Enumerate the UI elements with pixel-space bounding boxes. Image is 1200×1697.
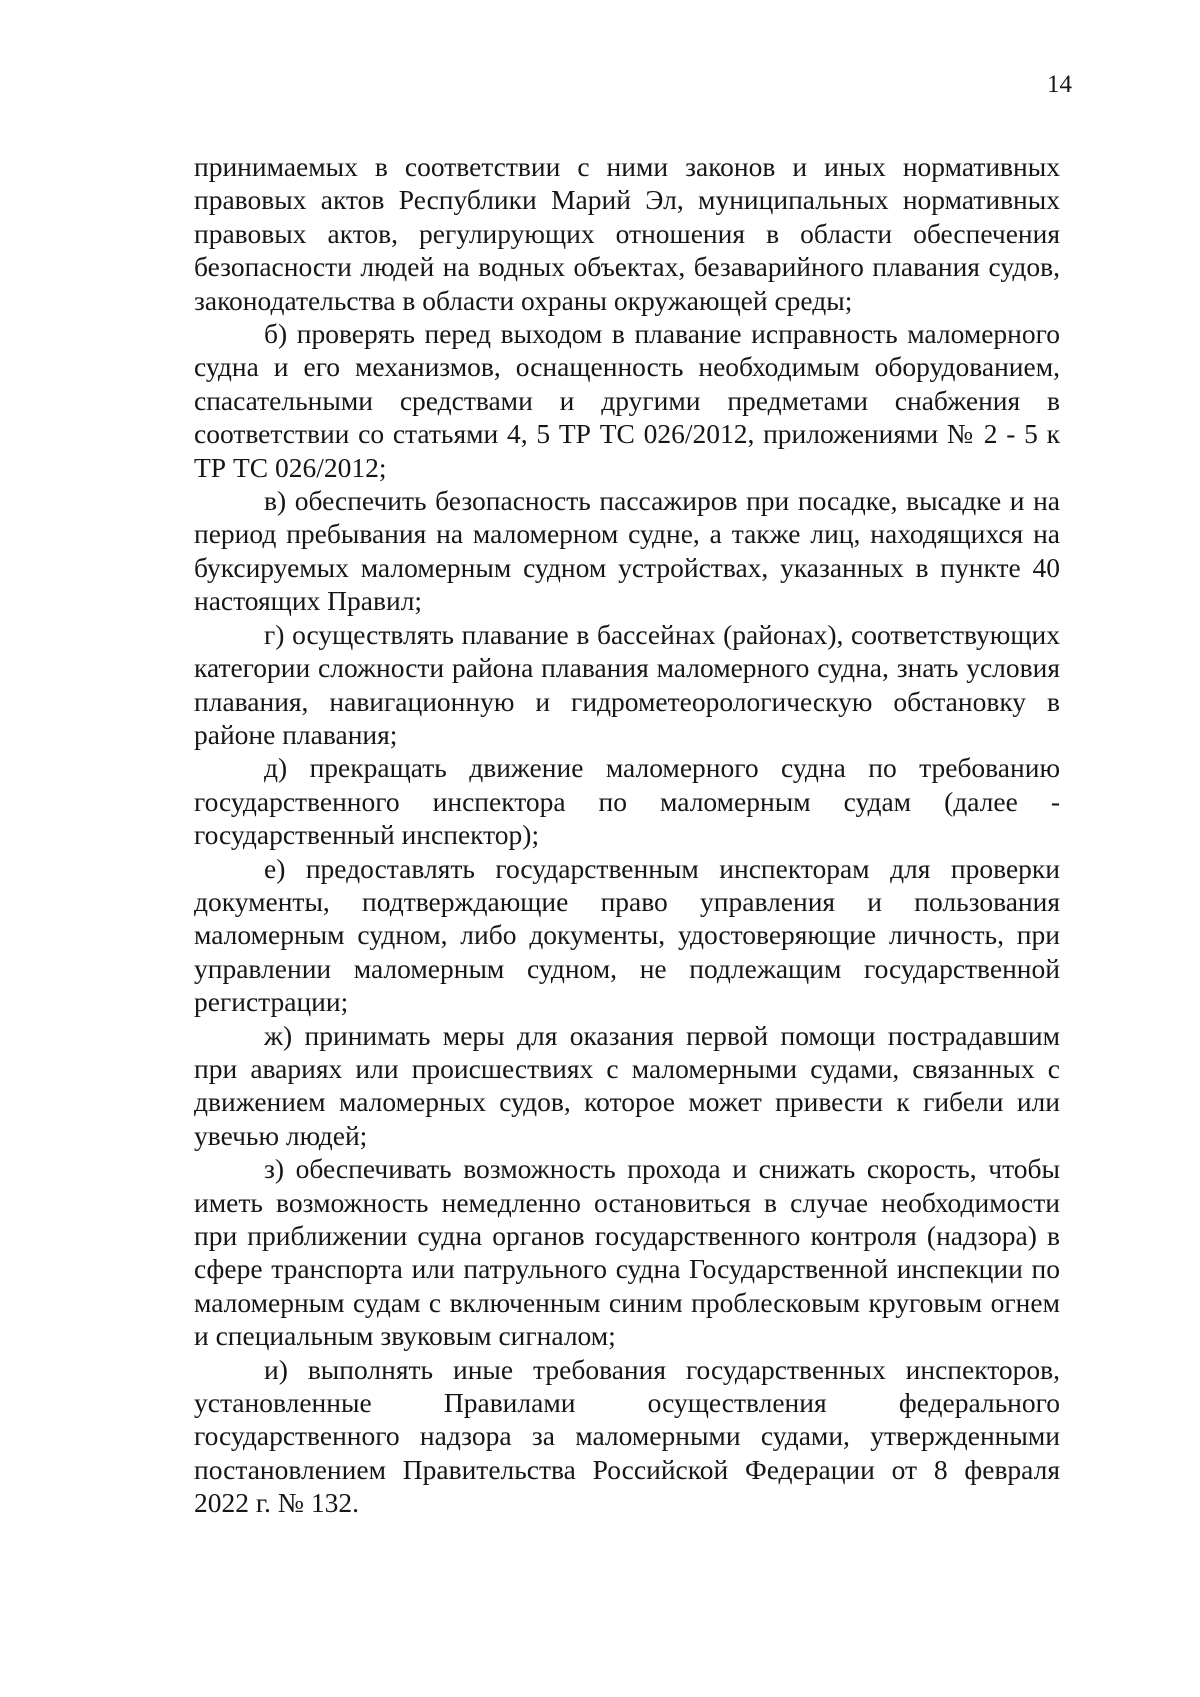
list-item-zh: ж) принимать меры для оказания первой помощи пострадавшим при авариях или происшествиях с маломерными судами, связанных с движением маломерных судов, которое может привести к гибели или увечью людей; (194, 1019, 1060, 1151)
list-item-d: д) прекращать движение маломерного судна по требованию государственного инспектора по маломерным судам (далее - государственный инспектор); (194, 752, 1060, 851)
list-item-g: г) осуществлять плавание в бассейнах (районах), соответствующих категории сложности района плавания маломерного судна, знать условия плавания, навигационную и гидрометеорологическую обстановку в районе плавания; (194, 618, 1060, 750)
list-item-v: в) обеспечить безопасность пассажиров при посадке, высадке и на период пребывания на маломерном судне, а также лиц, находящихся на буксируемых маломерным судном устройствах, указанных в пункте 40 настоящих Правил; (194, 485, 1060, 617)
paragraph-continuation: принимаемых в соответствии с ними законов и иных нормативных правовых актов Республики Марий Эл, муниципальных нормативных правовых актов, регулирующих отношения в области обеспечения безопасности людей на водных объектах, безаварийного плавания судов, законодательства в области охраны окружающей среды; (194, 151, 1060, 316)
list-item-b: б) проверять перед выходом в плавание исправность маломерного судна и его механизмов, оснащенность необходимым оборудованием, спасательными средствами и другими предметами снабжения в соответствии со статьями 4, 5 ТР ТС 026/2012, приложениями № 2 - 5 к ТР ТС 026/2012; (194, 318, 1060, 483)
page-number: 14 (1047, 71, 1072, 98)
document-body (194, 150, 1060, 1520)
list-item-i: и) выполнять иные требования государственных инспекторов, установленные Правилами осуществления федерального государственного надзора за маломерными судами, утвержденными постановлением Правительства Российской Федерации от 8 февраля 2022 г. № 132. (194, 1353, 1060, 1519)
list-item-z: з) обеспечивать возможность прохода и снижать скорость, чтобы иметь возможность немедленно остановиться в случае необходимости при приближении судна органов государственного контроля (надзора) в сфере транспорта или патрульного судна Государственной инспекции по маломерным судам с включенным синим проблесковым круговым огнем и специальным звуковым сигналом; (194, 1153, 1060, 1352)
list-item-e: е) предоставлять государственным инспекторам для проверки документы, подтверждающие право управления и пользования маломерным судном, либо документы, удостоверяющие личность, при управлении маломерным судном, не подлежащим государственной регистрации; (194, 852, 1060, 1018)
